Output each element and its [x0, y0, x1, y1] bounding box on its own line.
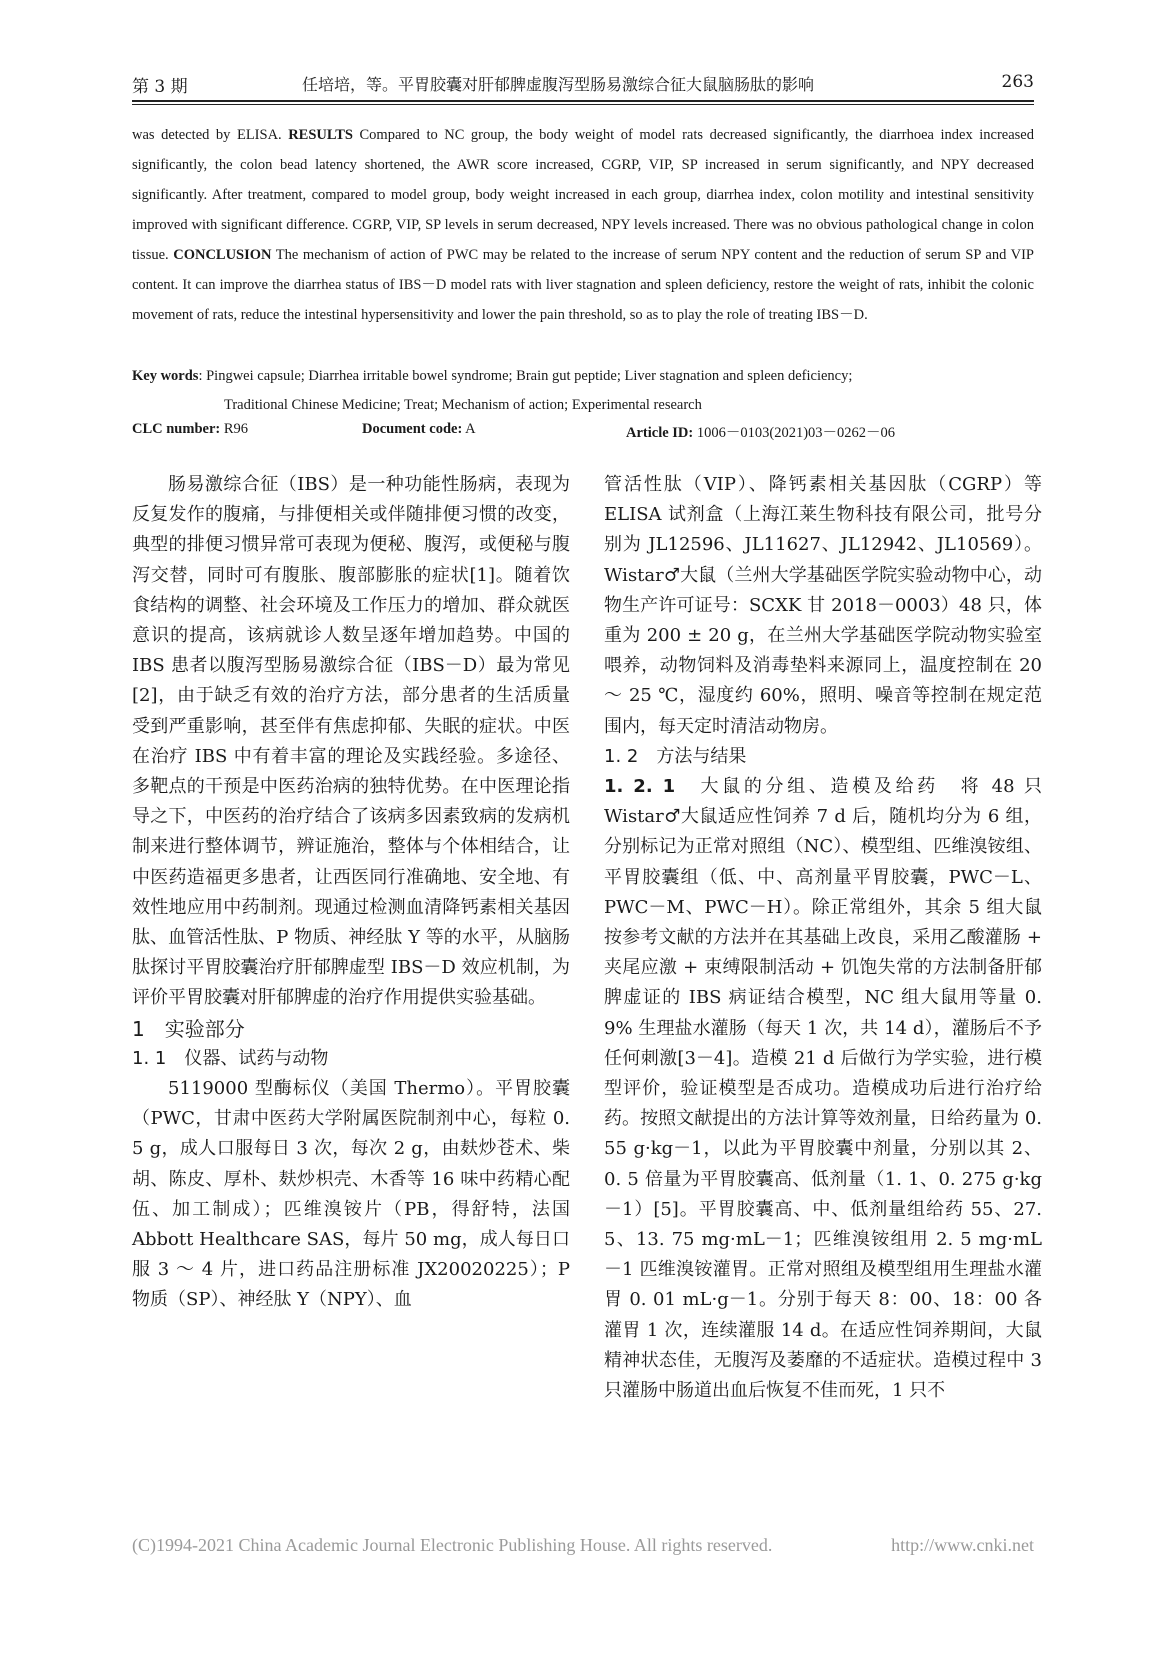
cnki-url: http://www.cnki.net: [891, 1535, 1034, 1555]
article-id-label: Article ID:: [626, 425, 694, 441]
running-header: [132, 68, 1034, 98]
issue-number: 第 3 期: [132, 77, 188, 97]
clc-value: R96: [220, 421, 249, 437]
page-number: 263: [1001, 72, 1034, 92]
copyright-text: (C)1994-2021 China Academic Journal Electronic Publishing House. All rights reserved.: [132, 1535, 773, 1555]
abstract-methods-tail: was detected by ELISA.: [132, 127, 289, 143]
conclusion-label: CONCLUSION: [173, 247, 272, 263]
left-column: [132, 470, 570, 1316]
grouping-paragraph: 将 48 只 Wistar♂大鼠适应性饲养 7 d 后，随机均分为 6 组，分别标记为正常对照组（NC）、模型组、匹维溴铵组、平胃胶囊组（低、中、高剂量平胃胶囊，PWC－L、PWC－M、PWC－H）。除正常组外，其余 5 组大鼠按参考文献的方法并在其基础上改良，采用乙酸灌肠 + 夹尾应激 + 束缚限制活动 + 饥饱失常的方法制备肝郁脾虚证的 IBS 病证结合模型，NC 组大鼠用等量 0. 9% 生理盐水灌肠（每天 1 次，共 14 d），灌肠后不予任何刺激[3－4]。造模 21 d 后做行为学实验，进行模型评价，验证模型是否成功。造模成功后进行治疗给药。按照文献提出的方法计算等效剂量，日给药量为 0. 55 g·kg－1，以此为平胃胶囊中剂量，分别以其 2、0. 5 倍量为平胃胶囊高、低剂量（1. 1、0. 275 g·kg－1）[5]。平胃胶囊高、中、低剂量组给药 55、27. 5、13. 75 mg·mL－1；匹维溴铵组用 2. 5 mg·mL－1 匹维溴铵灌胃。正常对照组及模型组用生理盐水灌胃 0. 01 mL·g－1。分别于每天 8：00、18：00 各灌胃 1 次，连续灌服 14 d。在适应性饲养期间，大鼠精神状态佳，无腹泻及萎靡的不适症状。造模过程中 3 只灌肠中肠道出血后恢复不佳而死，1 只不: [604, 776, 1042, 1402]
section-title-1-2-1: 大鼠的分组、造模及给药: [700, 776, 939, 798]
copyright-footer: [132, 1535, 1034, 1556]
header-rule-thick: [132, 100, 1034, 102]
materials-paragraph-cont: 管活性肽（VIP）、降钙素相关基因肽（CGRP）等 ELISA 试剂盒（上海江莱生物科技有限公司，批号分别为 JL12596、JL11627、JL12942、JL10569）。Wistar♂大鼠（兰州大学基础医学院实验动物中心，动物生产许可证号：SCXK 甘 2018－0003）48 只，体重为 200 ± 20 g，在兰州大学基础医学院动物实验室喂养，动物饲料及消毒垫料来源同上，温度控制在 20 ～ 25 ℃，湿度约 60%，照明、噪音等控制在规定范围内，每天定时清洁动物房。: [604, 474, 1042, 737]
right-column: [604, 470, 1042, 1406]
keywords: [132, 362, 1034, 420]
results-text: Compared to NC group, the body weight of model rats decreased significantly, the diarrhoea index increased significantly, the colon bead latency shortened, the AWR score increased, CGRP, VIP, SP increased in serum significantly, and NPY decreased significantly. After treatment, compared to model group, body weight increased in each group, diarrhea index, colon motility and intestinal sensitivity improved with significant difference. CGRP, VIP, SP levels in serum decreased, NPY levels increased. There was no obvious pathological change in colon tissue.: [132, 127, 1034, 263]
keywords-label: Key words: [132, 368, 199, 384]
article-id-value: 1006－0103(2021)03－0262－06: [693, 425, 896, 441]
clc-label: CLC number:: [132, 421, 221, 437]
english-abstract: [132, 120, 1034, 330]
doc-code-label: Document code:: [362, 421, 463, 437]
header-rule-thin: [132, 104, 1034, 105]
keywords-line1: : Pingwei capsule; Diarrhea irritable bowel syndrome; Brain gut peptide; Liver stagnation and spleen deficiency;: [198, 368, 853, 384]
keywords-line2: Traditional Chinese Medicine; Treat; Mechanism of action; Experimental research: [224, 397, 702, 413]
section-heading-1-2: 1. 2 方法与结果: [604, 745, 747, 767]
doc-code-value: A: [462, 421, 476, 437]
section-number-1-2-1: 1. 2. 1: [604, 776, 701, 798]
conclusion-text: The mechanism of action of PWC may be related to the increase of serum NPY content and the reduction of serum SP and VIP content. It can improve the diarrhea status of IBS－D model rats with liver stagnation and spleen deficiency, restore the weight of rats, inhibit the colonic movement of rats, reduce the intestinal hypersensitivity and lower the pain threshold, so as to play the role of treating IBS－D.: [132, 247, 1034, 323]
results-label: RESULTS: [288, 127, 353, 143]
intro-paragraph: 肠易激综合征（IBS）是一种功能性肠病，表现为反复发作的腹痛，与排便相关或伴随排便习惯的改变，典型的排便习惯异常可表现为便秘、腹泻，或便秘与腹泻交替，同时可有腹胀、腹部膨胀的症状[1]。随着饮食结构的调整、社会环境及工作压力的增加、群众就医意识的提高，该病就诊人数呈逐年增加趋势。中国的 IBS 患者以腹泻型肠易激综合征（IBS－D）最为常见[2]，由于缺乏有效的治疗方法，部分患者的生活质量受到严重影响，甚至伴有焦虑抑郁、失眠的症状。中医在治疗 IBS 中有着丰富的理论及实践经验。多途径、多靶点的干预是中医药治病的独特优势。在中医理论指导之下，中医药的治疗结合了该病多因素致病的发病机制来进行整体调节，辨证施治，整体与个体相结合，让中医药造福更多患者，让西医同行准确地、安全地、有效性地应用中药制剂。现通过检测血清降钙素相关基因肽、血管活性肽、P 物质、神经肽 Y 等的水平，从脑肠肽探讨平胃胶囊治疗肝郁脾虚型 IBS－D 效应机制，为评价平胃胶囊对肝郁脾虚的治疗作用提供实验基础。: [132, 474, 570, 1009]
materials-paragraph: 5119000 型酶标仪（美国 Thermo）。平胃胶囊（PWC，甘肃中医药大学附属医院制剂中心，每粒 0. 5 g，成人口服每日 3 次，每次 2 g，由麸炒苍术、柴胡、陈皮、厚朴、麸炒枳壳、木香等 16 味中药精心配伍、加工制成）；匹维溴铵片（PB，得舒特，法国 Abbott Healthcare SAS，每片 50 mg，成人每日口服 3 ～ 4 片，进口药品注册标准 JX20020225）；P 物质（SP）、神经肽 Y（NPY）、血: [132, 1078, 570, 1311]
section-heading-1-1: 1. 1 仪器、试药与动物: [132, 1047, 329, 1069]
section-heading-1: 1 实验部分: [132, 1016, 245, 1041]
running-title: 任培培，等。平胃胶囊对肝郁脾虚腹泻型肠易激综合征大鼠脑肠肽的影响: [302, 75, 815, 94]
